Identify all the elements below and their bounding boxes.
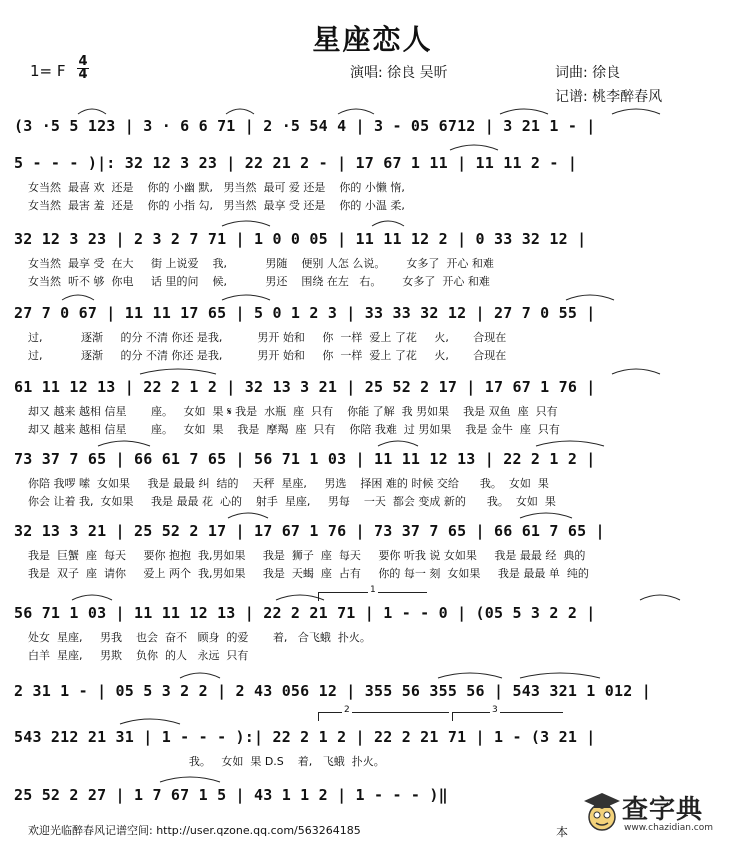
slur: [500, 109, 548, 114]
key-signature: 1= F: [30, 62, 66, 80]
site-logo: [582, 783, 732, 839]
slur: [98, 441, 150, 446]
time-signature-top: 4: [78, 54, 88, 69]
slur: [612, 109, 660, 114]
notation-text: (3 ·5 5 123 | 3 · 6 6 71 | 2 ·5 54 4 | 3 - 05 6712 | 3 21 1 - |: [14, 117, 596, 135]
volta-number: 3: [492, 705, 498, 715]
slur: [276, 595, 324, 600]
slur: [372, 221, 404, 226]
slur: [226, 109, 254, 114]
lyric-text: 我是 双子 座 请你 爱上 两个 我,男如果 我是 天蝎 座 占有 你的 每一 刻 女如果 我是 最最 单 纯的: [28, 567, 589, 580]
slur: [566, 295, 614, 300]
lyric-text: 你会 让着 我, 女如果 我是 最最 花 心的 射手 星座, 男每 一天 都会 变成 新的 我。 女如 果: [28, 495, 556, 508]
lyric-text: 女当然 最享 受 在大 街 上说爱 我, 男随 便别 人怎 么说。 女多了 开心 和难: [28, 257, 494, 270]
slur: [78, 109, 106, 114]
time-signature-bottom: 4: [78, 67, 88, 82]
lyric-text: 女当然 听不 够 你电 话 里的问 候, 男还 围绕 在左 右。 女多了 开心 和难: [28, 275, 490, 288]
footer-end-mark: 本: [556, 825, 569, 839]
slur: [180, 673, 220, 678]
footer-text: 欢迎光临醉春风记谱空间: http://user.qzone.qq.com/563264185: [28, 824, 361, 837]
slur: [222, 221, 270, 226]
slur: [378, 441, 418, 446]
slur: [120, 719, 180, 724]
notation-text: 32 12 3 23 | 2 3 2 7 71 | 1 0 0 05 | 11 11 12 2 | 0 33 32 12 |: [14, 230, 587, 248]
logo-name: 查字典: [622, 795, 704, 825]
slur: [338, 109, 374, 114]
notation-text: 73 37 7 65 | 66 61 7 65 | 56 71 1 03 | 11 11 12 13 | 22 2 1 2 |: [14, 450, 596, 468]
notation-text: 2 31 1 - | 05 5 3 2 2 | 2 43 056 12 | 355 56 355 56 | 543 321 1 012 |: [14, 682, 651, 700]
slur: [520, 513, 572, 518]
slur: [438, 673, 502, 678]
slur: [72, 595, 112, 600]
lyric-text: 却又 越来 越相 信星 座。 女如 果 我是 摩羯 座 只有 你陪 我难 过 男如果 我是 金牛 座 只有: [28, 423, 560, 436]
volta-number: 1: [370, 585, 376, 595]
lyric-text: 却又 越来 越相 信星 座。 女如 果 𝄋 我是 水瓶 座 只有 你能 了解 我 男如果 我是 双鱼 座 只有: [28, 405, 558, 418]
composer-credit: 词曲: 徐良: [555, 65, 621, 81]
slur: [450, 145, 498, 150]
singers-credit: 演唱: 徐良 吴昕: [350, 65, 448, 81]
slur: [62, 295, 94, 300]
lyric-text: 过, 逐渐 的分 不清 你还 是我, 男开 始和 你 一样 爱上 了花 火, 合现在: [28, 331, 507, 344]
notation-text: 56 71 1 03 | 11 11 12 13 | 22 2 21 71 | 1 - - 0 | (05 5 3 2 2 |: [14, 604, 596, 622]
lyric-text: 我是 巨蟹 座 每天 要你 抱抱 我,男如果 我是 狮子 座 每天 要你 听我 说 女如果 我是 最最 经 典的: [28, 549, 586, 562]
notation-text: 27 7 0 67 | 11 11 17 65 | 5 0 1 2 3 | 33 33 32 12 | 27 7 0 55 |: [14, 304, 596, 322]
volta-number: 2: [344, 705, 350, 715]
song-title: 星座恋人: [312, 23, 433, 56]
lyric-text: 过, 逐渐 的分 不清 你还 是我, 男开 始和 你 一样 爱上 了花 火, 合现在: [28, 349, 507, 362]
notation-text: 32 13 3 21 | 25 52 2 17 | 17 67 1 76 | 73 37 7 65 | 66 61 7 65 |: [14, 522, 605, 540]
lyric-text: 处女 星座, 男我 也会 奋不 顾身 的爱 着, 合飞蛾 扑火。: [28, 631, 371, 644]
graduate-cap-icon: [582, 787, 622, 837]
slur: [640, 595, 680, 600]
lyric-text: 你陪 我啰 嗦 女如果 我是 最最 纠 结的 天秤 星座, 男选 择困 难的 时候 交给 我。 女如 果: [28, 477, 549, 490]
slur: [140, 369, 216, 374]
notation-text: 543 212 21 31 | 1 - - - ):| 22 2 1 2 | 22 2 21 71 | 1 - (3 21 |: [14, 728, 596, 746]
transcriber-credit: 记谱: 桃李醉春风: [555, 89, 663, 105]
lyric-text: 女当然 最喜 欢 还是 你的 小幽 默, 男当然 最可 爱 还是 你的 小懒 惰,: [28, 181, 405, 194]
slur: [612, 369, 660, 374]
lyric-text: 白羊 星座, 男欺 负你 的人 永远 只有: [28, 649, 249, 662]
slur: [160, 777, 220, 782]
notation-text: 61 11 12 13 | 22 2 1 2 | 32 13 3 21 | 25 52 2 17 | 17 67 1 76 |: [14, 378, 596, 396]
slur: [536, 441, 604, 446]
logo-url: www.chazidian.com: [624, 823, 714, 833]
slur: [222, 295, 270, 300]
slur: [228, 513, 268, 518]
notation-text: 5 - - - )|: 32 12 3 23 | 22 21 2 - | 17 67 1 11 | 11 11 2 - |: [14, 154, 578, 172]
notation-text: 25 52 2 27 | 1 7 67 1 5 | 43 1 1 2 | 1 - - - )‖: [14, 786, 448, 804]
lyric-text: 我。 女如 果 D.S 着, 飞蛾 扑火。: [28, 755, 385, 768]
slur: [520, 673, 600, 678]
lyric-text: 女当然 最害 羞 还是 你的 小指 勾, 男当然 最享 受 还是 你的 小温 柔,: [28, 199, 405, 212]
